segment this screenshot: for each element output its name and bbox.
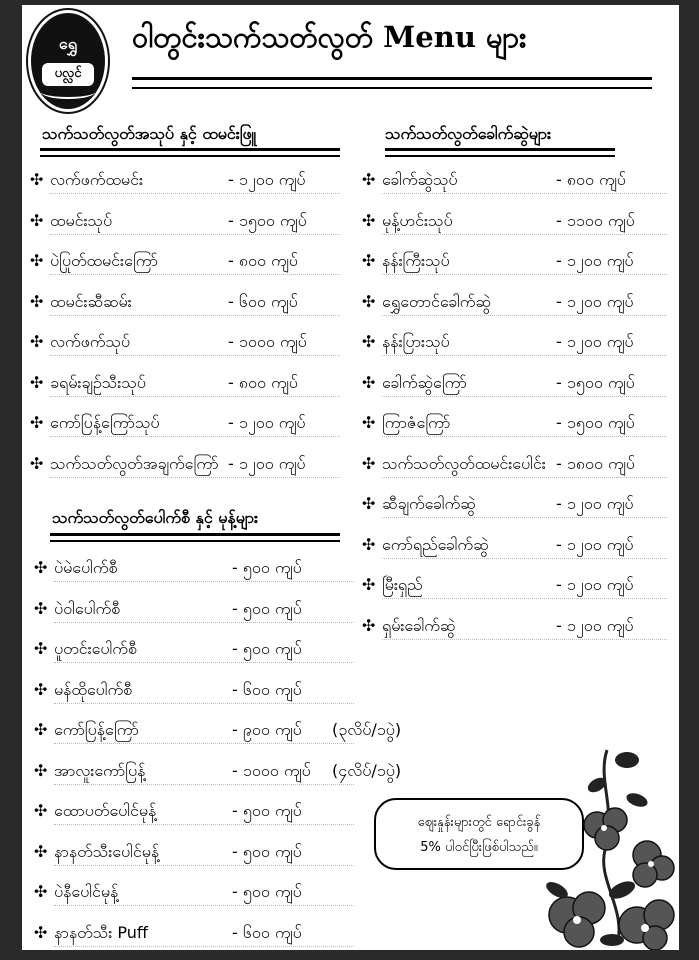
menu-item <box>34 710 434 751</box>
title-rule <box>132 77 652 89</box>
menu-item-underline <box>382 598 667 599</box>
menu-item-name: ပဲဝါပေါက်စီ <box>54 598 121 618</box>
menu-item-underline <box>50 477 340 478</box>
menu-item-name: လက်ဖက်သုပ် <box>50 332 131 351</box>
bullet-icon: ✣ <box>362 170 376 189</box>
bullet-icon: ✣ <box>362 575 376 594</box>
menu-item-price: - ၁၅၀၀ ကျပ် <box>228 210 307 230</box>
bullet-icon: ✣ <box>30 251 44 270</box>
restaurant-logo <box>28 10 108 112</box>
menu-item <box>362 606 672 647</box>
menu-item-name: ရွှေတောင်ခေါက်ဆွဲ <box>382 291 491 311</box>
menu-item <box>34 670 434 711</box>
menu-title: ဝါတွင်းသက်သတ်လွတ် Menu များ <box>132 20 527 54</box>
tax-note-line1: ဈေးနှုန်းများတွင် ရောင်းခွန် <box>417 815 541 830</box>
menu-item-underline <box>382 193 667 194</box>
menu-item <box>362 201 672 242</box>
menu-item-underline <box>54 784 354 785</box>
menu-item-name: မြီးရှည် <box>382 575 423 594</box>
menu-item-underline <box>382 234 667 235</box>
menu-item <box>362 363 672 404</box>
menu-item-price: - ၈၀၀ ကျပ် <box>228 372 298 392</box>
menu-item-price: - ၅၀၀ ကျပ် <box>232 598 302 618</box>
bullet-icon: ✣ <box>34 882 48 901</box>
menu-item-underline <box>382 639 667 640</box>
logo-text-top: ရွှေ <box>58 34 78 53</box>
menu-item-underline <box>54 946 354 947</box>
tax-note-line2: 5% ပါဝင်ပြီးဖြစ်ပါသည်။ <box>420 840 538 855</box>
section-heading-salads: သက်သတ်လွတ်အသုပ် နှင့် ထမင်းဖြူ <box>42 124 257 143</box>
menu-item-name: ခေါက်ဆွဲကြော် <box>382 372 467 392</box>
menu-item <box>30 444 350 485</box>
bullet-icon: ✣ <box>362 372 376 392</box>
menu-item-price: - ၁၂၀၀ ကျပ် <box>556 534 634 554</box>
menu-item-name: ပူတင်းပေါက်စီ <box>54 639 137 658</box>
bullet-icon: ✣ <box>30 170 44 189</box>
menu-item-underline <box>50 274 340 275</box>
menu-item-name: ဆီချက်ခေါက်ဆွဲ <box>382 494 476 513</box>
menu-item-price: - ၁၂၀၀ ကျပ် <box>556 291 634 311</box>
menu-item <box>34 913 434 954</box>
bullet-icon: ✣ <box>34 558 48 577</box>
menu-item-name: နာနတ်သီးပေါင်မုန့် <box>54 841 160 861</box>
menu-item-price: - ၁၅၀၀ ကျပ် <box>556 372 635 392</box>
section-heading-buns: သက်သတ်လွတ်ပေါက်စီ နှင့် မုန့်များ <box>52 508 258 527</box>
menu-item-name: သက်သတ်လွတ်ထမင်းပေါင်း <box>382 453 546 473</box>
menu-item-underline <box>50 355 340 356</box>
menu-item-underline <box>382 355 667 356</box>
menu-item-unit: (၄လိပ်/၁ပွဲ) <box>332 760 402 780</box>
menu-item-name: လက်ဖက်ထမင်း <box>50 170 143 189</box>
section-rule-buns <box>50 533 340 542</box>
menu-item <box>362 525 672 566</box>
bullet-icon: ✣ <box>362 494 376 513</box>
bullet-icon: ✣ <box>34 598 48 618</box>
menu-item-price: - ၆၀၀ ကျပ် <box>228 291 298 311</box>
menu-item-name: သက်သတ်လွတ်အချက်ကြော် <box>50 453 219 473</box>
menu-item-name: ခရမ်းချဉ်သီးသုပ် <box>50 372 146 392</box>
noodle-list <box>362 160 672 646</box>
section-heading-noodles: သက်သတ်လွတ်ခေါက်ဆွဲများ <box>385 124 552 143</box>
menu-item-price: - ၁၂၀၀ ကျပ် <box>228 170 306 189</box>
menu-item-name: ပဲမဲပေါက်စီ <box>54 558 118 577</box>
menu-item-name: မုန့်ဟင်းသုပ် <box>382 210 453 230</box>
menu-item-name: ကော်ပြန့်ကြော် <box>54 720 139 739</box>
menu-item-underline <box>50 396 340 397</box>
menu-item-price: - ၁၂၀၀ ကျပ် <box>556 494 634 513</box>
menu-item <box>362 241 672 282</box>
bullet-icon: ✣ <box>30 291 44 311</box>
menu-item <box>362 484 672 525</box>
flowers-icon <box>537 740 677 950</box>
menu-item-price: - ၅၀၀ ကျပ် <box>232 882 302 901</box>
menu-item-unit: (၃လိပ်/၁ပွဲ) <box>332 720 402 739</box>
bullet-icon: ✣ <box>30 413 44 432</box>
bullet-icon: ✣ <box>34 720 48 739</box>
bullet-icon: ✣ <box>30 210 44 230</box>
menu-item-underline <box>50 234 340 235</box>
bullet-icon: ✣ <box>30 372 44 392</box>
menu-item-name: ထမင်းသုပ် <box>50 210 113 230</box>
menu-item-price: - ၁၁၀၀ ကျပ် <box>556 210 635 230</box>
menu-item <box>362 444 672 485</box>
menu-item-price: - ၁၈၀၀ ကျပ် <box>556 453 635 473</box>
menu-item-price: - ၁၂၀၀ ကျပ် <box>228 413 306 432</box>
menu-item <box>30 403 350 444</box>
menu-item-underline <box>382 517 667 518</box>
bullet-icon: ✣ <box>34 760 48 780</box>
menu-item-underline <box>382 558 667 559</box>
menu-item-price: - ၅၀၀ ကျပ် <box>232 841 302 861</box>
menu-item-name: ထောပတ်ပေါင်မုန့် <box>54 801 157 820</box>
menu-item-underline <box>54 622 354 623</box>
bullet-icon: ✣ <box>362 291 376 311</box>
menu-item-name: ကော်ရည်ခေါက်ဆွဲ <box>382 534 489 554</box>
menu-item <box>30 363 350 404</box>
menu-item-underline <box>54 743 354 744</box>
menu-item-price: - ၁၂၀၀ ကျပ် <box>556 251 634 270</box>
menu-item-underline <box>382 315 667 316</box>
bullet-icon: ✣ <box>34 922 48 942</box>
menu-item-price: - ၉၀၀ ကျပ် <box>232 720 302 739</box>
menu-item-name: အာလူးကော်ပြန့် <box>54 760 146 780</box>
menu-item-price: - ၁၂၀၀ ကျပ် <box>556 332 634 351</box>
logo-ornament-icon <box>41 85 95 99</box>
menu-item-price: - ၆၀၀ ကျပ် <box>232 679 302 699</box>
menu-item <box>30 282 350 323</box>
bullet-icon: ✣ <box>362 534 376 554</box>
menu-item-price: - ၁၅၀၀ ကျပ် <box>556 413 635 432</box>
menu-item <box>362 322 672 363</box>
bullet-icon: ✣ <box>30 332 44 351</box>
menu-item <box>362 160 672 201</box>
menu-item-underline <box>382 436 667 437</box>
menu-item-underline <box>50 315 340 316</box>
menu-item-name: နာနတ်သီး Puff <box>54 922 148 942</box>
bullet-icon: ✣ <box>34 841 48 861</box>
menu-item-underline <box>50 436 340 437</box>
menu-item <box>34 872 434 913</box>
menu-item-name: ရှမ်းခေါက်ဆွဲ <box>382 615 456 635</box>
menu-item-price: - ၁၀၀၀ ကျပ် <box>232 760 311 780</box>
menu-item-price: - ၅၀၀ ကျပ် <box>232 558 302 577</box>
menu-item-price: - ၅၀၀ ကျပ် <box>232 639 302 658</box>
menu-item-name: နန်းကြီးသုပ် <box>382 251 450 270</box>
bullet-icon: ✣ <box>362 453 376 473</box>
bullet-icon: ✣ <box>362 413 376 432</box>
menu-item <box>362 282 672 323</box>
menu-item <box>30 322 350 363</box>
menu-item-underline <box>54 824 354 825</box>
menu-item-price: - ၅၀၀ ကျပ် <box>232 801 302 820</box>
bullet-icon: ✣ <box>30 453 44 473</box>
menu-item <box>30 160 350 201</box>
bullet-icon: ✣ <box>34 679 48 699</box>
menu-item <box>362 403 672 444</box>
logo-text-bottom: ပလ္လင် <box>42 63 94 86</box>
menu-item <box>30 201 350 242</box>
menu-item-price: - ၁၂၀၀ ကျပ် <box>228 453 306 473</box>
menu-item-name: ကော်ပြန့်ကြော်သုပ် <box>50 413 160 432</box>
menu-item-name: ပဲနီပေါင်မုန့် <box>54 882 119 901</box>
menu-page <box>22 5 679 950</box>
menu-item-underline <box>382 274 667 275</box>
menu-item-name: ပဲပြုတ်ထမင်းကြော် <box>50 251 158 270</box>
section-rule-noodles <box>385 148 615 157</box>
bullet-icon: ✣ <box>362 615 376 635</box>
menu-item-name: ခေါက်ဆွဲသုပ် <box>382 170 458 189</box>
menu-item-price: - ၆၀၀ ကျပ် <box>232 922 302 942</box>
menu-item-name: မန်ထိုပေါက်စီ <box>54 679 133 699</box>
salad-list <box>30 160 350 484</box>
menu-item-underline <box>54 905 354 906</box>
menu-item-underline <box>382 396 667 397</box>
bullet-icon: ✣ <box>34 639 48 658</box>
menu-item-underline <box>50 193 340 194</box>
menu-item-price: - ၁၀၀၀ ကျပ် <box>228 332 307 351</box>
menu-item-price: - ၁၂၀၀ ကျပ် <box>556 615 634 635</box>
menu-item <box>34 751 434 792</box>
section-rule-salads <box>40 148 340 157</box>
menu-item-underline <box>382 477 667 478</box>
bullet-icon: ✣ <box>34 801 48 820</box>
bullet-icon: ✣ <box>362 210 376 230</box>
menu-item-price: - ၈၀၀ ကျပ် <box>556 170 626 189</box>
menu-item-name: နန်းပြားသုပ် <box>382 332 450 351</box>
menu-item-name: ထမင်းဆီဆမ်း <box>50 291 132 311</box>
menu-item <box>362 565 672 606</box>
menu-item-underline <box>54 865 354 866</box>
menu-item-underline <box>54 662 354 663</box>
menu-item <box>30 241 350 282</box>
menu-item-underline <box>54 581 354 582</box>
menu-item-underline <box>54 703 354 704</box>
menu-item-name: ကြာဇံကြော် <box>382 413 451 432</box>
bullet-icon: ✣ <box>362 251 376 270</box>
menu-item-price: - ၈၀၀ ကျပ် <box>228 251 298 270</box>
menu-item-price: - ၁၂၀၀ ကျပ် <box>556 575 634 594</box>
bullet-icon: ✣ <box>362 332 376 351</box>
